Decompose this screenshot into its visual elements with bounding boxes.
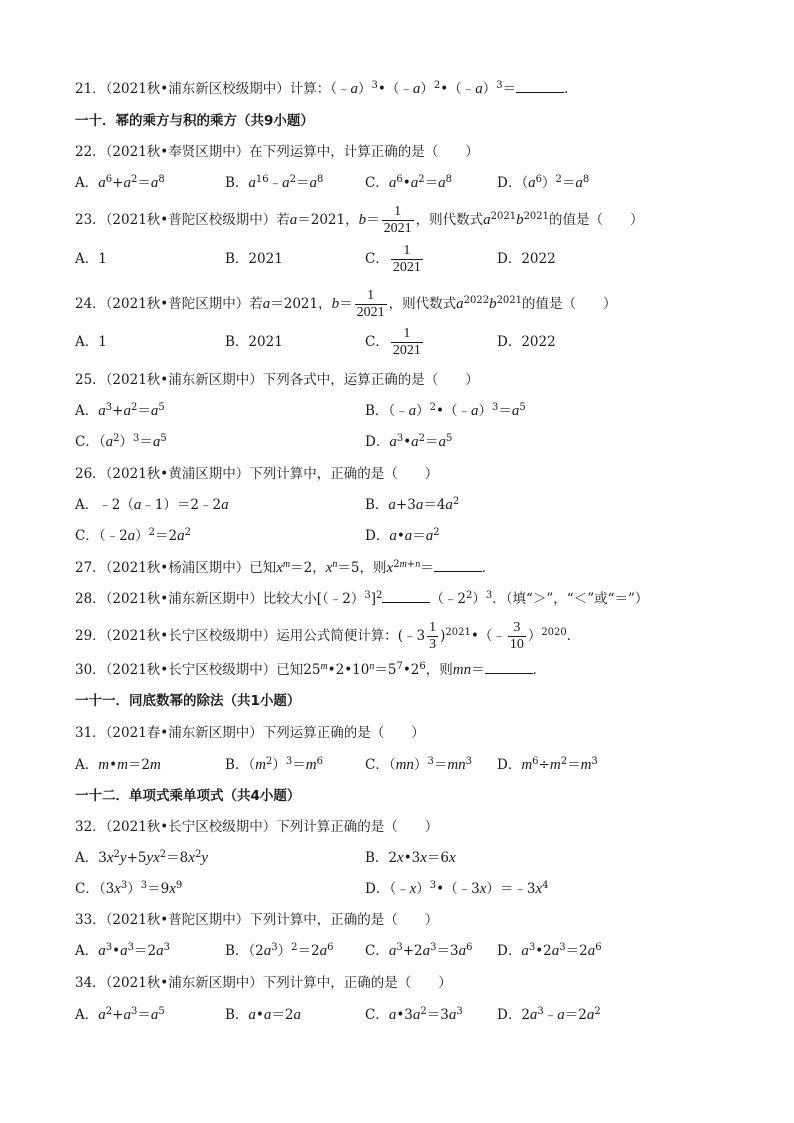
answer-blank [382,590,430,603]
q25-option-a: A．$a^3+a^2=a^5$ [75,402,165,419]
q23-option-b: B．2021 [225,251,283,267]
q25-option-b: B．$(﹣a)^2•(﹣a)^3=a^5$ [365,402,526,419]
q32-option-c: C．$(3x^3)^3=9x^9$ [75,880,183,897]
q31-option-b: B．$(m^2)^3=m^6$ [225,756,323,773]
question-23: 23．（2021秋•普陀区校级期中）若a＝2021，b＝ $\frac{1}{2021}$ ，则代数式$a^{2021}b^{2021}$的值是（ ） [75,204,644,236]
q22-option-d: D．$(a^6)^2=a^8$ [497,174,590,191]
q24-option-a: A．1 [75,334,107,350]
question-25-stem: 25．（2021秋•浦东新区期中）下列各式中，运算正确的是（ ） [75,372,479,388]
q22-option-b: B．$a^{16}﹣a^2=a^8$ [225,174,324,191]
q26-option-a: A．﹣2（a﹣1）＝2﹣2a [75,497,229,513]
section-title-11: 一十一．同底数幂的除法（共1小题） [75,693,301,709]
question-30: 30．（2021秋•长宁区校级期中）已知$25^m•2•10^n=5^7•2^6$，则mn＝ ． [75,661,547,678]
q34-option-c: C．$a•3a^2=3a^3$ [365,1006,463,1023]
q26-option-d: D．$a•a=a^2$ [365,527,440,544]
q24-option-c: C． $\frac{1}{2021}$ [365,326,421,358]
question-33-stem: 33．（2021秋•普陀区期中）下列计算中，正确的是（ ） [75,912,439,928]
question-21-stem: 21．（2021秋•浦东新区校级期中）计算：（﹣ [75,81,351,97]
answer-blank [516,80,564,93]
q33-option-b: B．$(2a^3)^2=2a^6$ [225,942,334,959]
q23-option-d: D．2022 [497,251,556,267]
question-24: 24．（2021秋•普陀区期中）若a＝2021，b＝ $\frac{1}{2021}$ ，则代数式$a^{2022}b^{2021}$的值是（ ） [75,288,617,320]
answer-blank [485,661,533,674]
question-27: 27．（2021秋•杨浦区期中）已知$x^m=2$，$x^n=5$，则$x^{2m+n}=$ ． [75,559,496,576]
q33-option-d: D．$a^3•2a^3=2a^6$ [497,942,602,959]
q32-option-b: B．2x•3x＝6x [365,850,456,866]
q32-option-a: A．$3x^2y+5yx^2=8x^2y$ [75,849,208,866]
q33-option-c: C．$a^3+2a^3=3a^6$ [365,942,473,959]
section-title-10: 一十．幂的乘方与积的乘方（共9小题） [75,113,314,129]
q24-option-b: B．2021 [225,334,283,350]
q34-option-b: B．a•a＝2a [225,1007,301,1023]
question-34-stem: 34．（2021秋•浦东新区期中）下列计算中，正确的是（ ） [75,975,452,991]
section-title-12: 一十二．单项式乘单项式（共4小题） [75,788,301,804]
q25-option-d: D．$a^3•a^2=a^5$ [365,433,453,450]
q31-option-c: C．$(mn)^3=mn^3$ [365,756,473,773]
q26-option-c: C．$(﹣2a)^2=2a^2$ [75,527,192,544]
question-26-stem: 26．（2021秋•黄浦区期中）下列计算中，正确的是（ ） [75,466,439,482]
q26-option-b: B．$a+3a=4a^2$ [365,496,460,513]
q34-option-a: A．$a^2+a^3=a^5$ [75,1006,165,1023]
q32-option-d: D．$(﹣x)^3•(﹣3x)=﹣3x^4$ [365,880,549,897]
question-22-stem: 22．（2021秋•奉贤区期中）在下列运算中，计算正确的是（ ） [75,144,479,160]
q23-option-a: A．1 [75,251,107,267]
q31-option-a: A．m•m＝2m [75,757,161,773]
question-31-stem: 31．（2021春•浦东新区期中）下列运算正确的是（ ） [75,725,425,741]
question-32-stem: 32．（2021秋•长宁区校级期中）下列计算正确的是（ ） [75,819,439,835]
q22-option-c: C．$a^6•a^2=a^8$ [365,174,452,191]
q24-option-d: D．2022 [497,334,556,350]
q25-option-c: C．$(a^2)^3=a^5$ [75,433,167,450]
question-28: 28．（2021秋•浦东新区期中）比较大小[（﹣2）$^3$]$^2$ $(﹣2^2)^3$．（填“＞”，“＜”或“＝”） [75,590,649,607]
answer-blank [434,559,482,572]
q22-option-a: A．$a^6+a^2=a^8$ [75,174,165,191]
q34-option-d: D．$2a^3﹣a=2a^2$ [497,1006,601,1023]
q31-option-d: D．$m^6\div m^2=m^3$ [497,756,598,773]
question-29: 29．（2021秋•长宁区校级期中）运用公式简便计算：(﹣3 $\frac{1}{3}$ )$^{2021}$•（﹣ $\frac{3}{10}$ ）$^{2020}$． [75,620,581,652]
q23-option-c: C． $\frac{1}{2021}$ [365,243,421,275]
question-21: 21．（2021秋•浦东新区校级期中）计算：（﹣a）$^3$•（﹣a）$^2$•（﹣a）$^3$＝ ． [75,80,578,97]
q33-option-a: A．$a^3•a^3=2a^3$ [75,942,170,959]
